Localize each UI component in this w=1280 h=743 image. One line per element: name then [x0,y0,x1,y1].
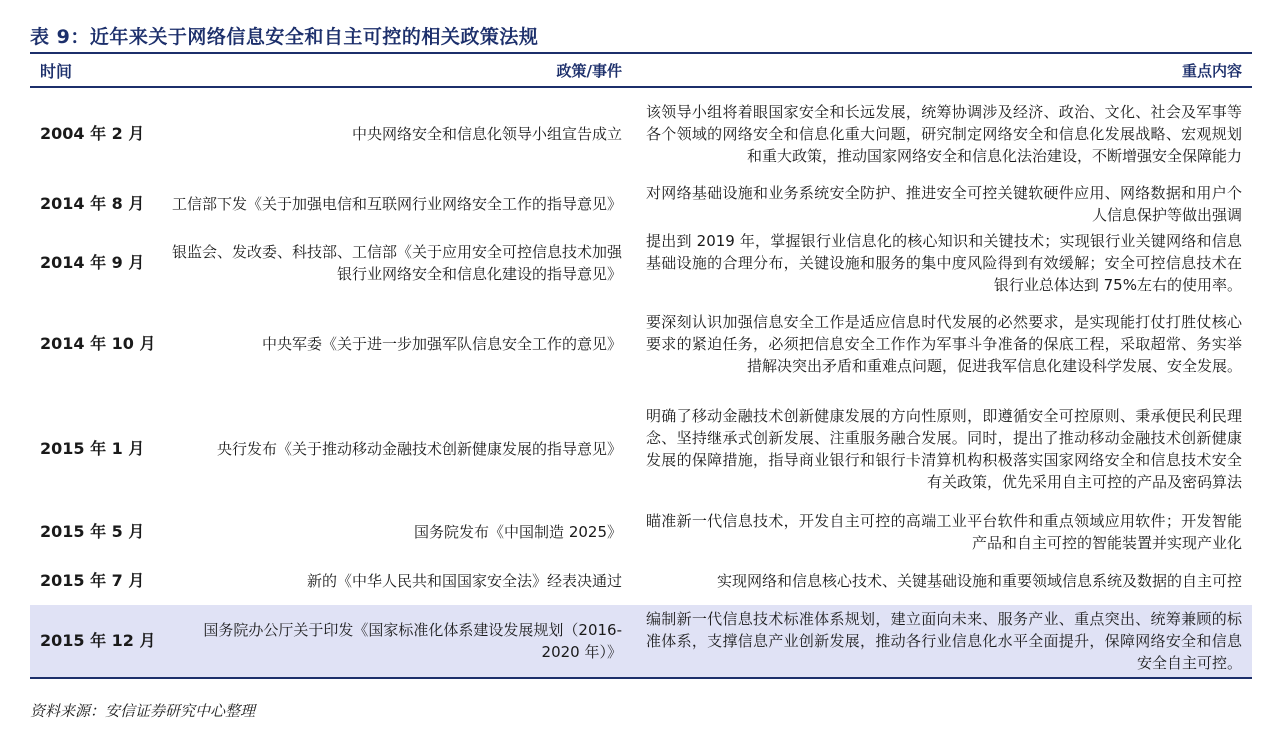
row-content: 明确了移动金融技术创新健康发展的方向性原则，即遵循安全可控原则、秉承便民利民理念、坚持继承式创新发展、注重服务融合发展。同时，提出了推动移动金融技术创新健康发展的保障措施，指导商业银行和银行卡清算机构积极落实国家网络安全和信息技术安全有关政策，优先采用自主可控的产品及密码算法 [646,406,1242,491]
row-policy: 新的《中华人民共和国国家安全法》经表决通过 [306,571,622,590]
row-policy: 中央军委《关于进一步加强军队信息安全工作的意见》 [261,335,622,353]
row-content: 提出到 2019 年，掌握银行业信息化的核心知识和关键技术；实现银行业关键网络和信息基础设施的合理分布，关键设施和服务的集中度风险得到有效缓解；安全可控信息技术在银行业总体达到 75%左右的使用率。 [646,231,1242,294]
table-header [30,54,1252,86]
table-bottom-rule [30,677,1252,679]
row-content: 该领导小组将着眼国家安全和长远发展，统筹协调涉及经济、政治、文化、社会及军事等各个领域的网络安全和信息化重大问题，研究制定网络安全和信息化发展战略、宏观规划和重大政策，推动国家网络安全和信息化法治建设，不断增强安全保障能力 [646,103,1242,165]
row-policy: 国务院发布《中国制造 2025》 [414,522,622,541]
row-time: 2015 年 1 月 [40,438,145,458]
row-time: 2014 年 8 月 [40,194,145,213]
row-policy: 央行发布《关于推动移动金融技术创新健康发展的指导意见》 [216,439,622,458]
header-time: 时间 [40,61,73,81]
table-title: 表 9：近年来关于网络信息安全和自主可控的相关政策法规 [30,26,539,48]
row-time: 2015 年 12 月 [40,630,156,650]
row-policy: 工信部下发《关于加强电信和互联网行业网络安全工作的指导意见》 [171,195,622,213]
row-content: 对网络基础设施和业务系统安全防护、推进安全可控关键软硬件应用、网络数据和用户个人信息保护等做出强调 [646,184,1242,224]
policy-table [30,52,1252,679]
table-row [30,181,1252,228]
table-row [30,391,1252,507]
table-row [30,88,1252,181]
row-time: 2014 年 9 月 [40,252,145,272]
row-time: 2015 年 5 月 [40,521,145,541]
table-row [30,298,1252,391]
table-row [30,228,1252,298]
header-key: 重点内容 [1181,61,1242,80]
row-policy: 银监会、发改委、科技部、工信部《关于应用安全可控信息技术加强银行业网络安全和信息化建设的指导意见》 [171,242,622,283]
table-row [30,507,1252,557]
row-time: 2014 年 10 月 [40,334,156,353]
table-row [30,557,1252,605]
row-content: 编制新一代信息技术标准体系规划，建立面向未来、服务产业、重点突出、统筹兼顾的标准体系，支撑信息产业创新发展，推动各行业信息化水平全面提升，保障网络安全和信息安全自主可控。 [646,609,1242,672]
row-content: 实现网络和信息核心技术、关键基础设施和重要领域信息系统及数据的自主可控 [716,571,1242,590]
row-content: 瞄准新一代信息技术，开发自主可控的高端工业平台软件和重点领域应用软件；开发智能产品和自主可控的智能装置并实现产业化 [646,511,1242,552]
row-policy: 国务院办公厅关于印发《国家标准化体系建设发展规划（2016-2020 年）》 [203,620,622,661]
row-content: 要深刻认识加强信息安全工作是适应信息时代发展的必然要求，是实现能打仗打胜仗核心要求的紧迫任务，必须把信息安全工作作为军事斗争准备的保底工程，采取超常、务实举措解决突出矛盾和重难点问题，促进我军信息化建设科学发展、安全发展。 [646,313,1242,375]
source-note: 资料来源：安信证券研究中心整理 [30,702,256,720]
row-time: 2015 年 7 月 [40,570,145,590]
table-row-highlighted [30,605,1252,677]
header-policy: 政策/事件 [556,61,622,80]
row-time: 2004 年 2 月 [40,124,145,143]
row-policy: 中央网络安全和信息化领导小组宣告成立 [351,125,622,143]
